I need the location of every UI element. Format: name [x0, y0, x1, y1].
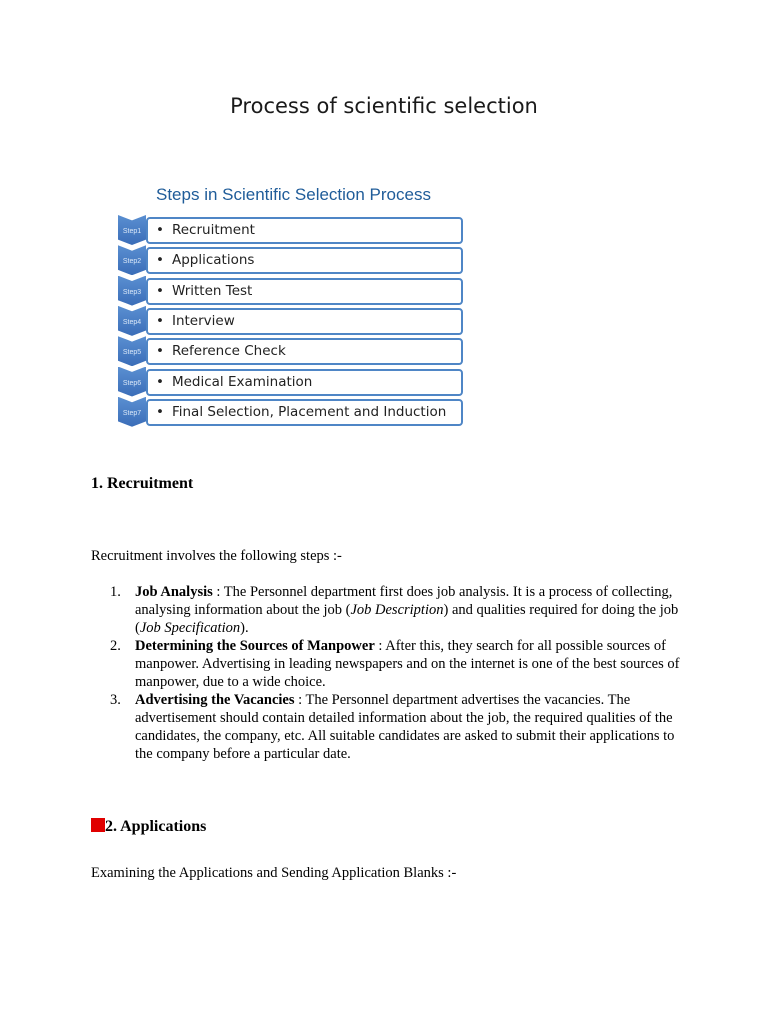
step-row: [112, 217, 462, 244]
list-number: 2.: [110, 638, 121, 654]
list-emphasis: Job Description: [350, 602, 444, 618]
step-label: Step7: [122, 409, 142, 417]
step-text: Medical Examination: [171, 373, 313, 390]
list-item: [90, 583, 690, 637]
selection-steps-diagram: [112, 184, 462, 434]
bullet-icon: •: [156, 282, 164, 299]
step-text: Applications: [171, 252, 255, 269]
step-text: Written Test: [171, 282, 253, 299]
list-term: Determining the Sources of Manpower: [135, 638, 375, 654]
bullet-icon: •: [156, 222, 164, 238]
step-label: Step3: [122, 288, 142, 296]
step-row: [112, 308, 462, 335]
list-emphasis: Job Specification: [139, 620, 241, 636]
step-label: Step4: [122, 318, 142, 326]
step-box: [146, 247, 463, 274]
section-heading-recruitment: 1. Recruitment: [91, 475, 194, 492]
step-text: Reference Check: [171, 343, 286, 360]
step-box: [146, 338, 463, 365]
bullet-icon: •: [156, 373, 164, 390]
list-text: : The Personnel department advertises the vacancies. The advertisement should contain detailed information about the job, the required qualities of the candidates, the company, etc. All suitable candidates are asked to submit their applications to the company before a particular date.: [135, 692, 675, 762]
step-row: [112, 338, 462, 365]
bullet-icon: •: [156, 403, 164, 420]
page-title: Process of scientific selection: [230, 94, 538, 118]
step-text: Final Selection, Placement and Induction: [171, 403, 447, 420]
step-label: Step2: [122, 258, 142, 266]
bullet-icon: •: [156, 312, 164, 329]
list-term: Job Analysis: [135, 584, 213, 600]
step-box: [146, 369, 463, 396]
list-text: ) and qualities required for doing the job (: [135, 602, 679, 636]
section-heading-text: 2. Applications: [105, 818, 207, 835]
step-label: Step5: [122, 349, 142, 357]
section-heading-applications: [91, 818, 206, 836]
list-item: [90, 637, 690, 691]
step-row: [112, 278, 462, 305]
diagram-title: Steps in Scientific Selection Process: [156, 185, 431, 204]
red-marker-icon: [91, 818, 105, 832]
list-text: : After this, they search for all possible sources of manpower. Advertising in leading newspapers and on the internet is one of the best sources of manpower, due to a wide choice.: [135, 638, 680, 690]
list-term: Advertising the Vacancies: [135, 692, 295, 708]
step-label: Step6: [122, 379, 142, 387]
recruitment-intro: Recruitment involves the following steps :-: [91, 548, 342, 564]
step-row: [112, 247, 462, 274]
step-label: Step1: [122, 228, 142, 235]
step-box: [146, 399, 463, 426]
step-box: [146, 278, 463, 305]
list-item: [90, 691, 690, 763]
bullet-icon: •: [156, 252, 164, 269]
list-number: 3.: [110, 692, 121, 708]
recruitment-steps-list: [90, 583, 690, 763]
step-box: [146, 308, 463, 335]
step-row: [112, 369, 462, 396]
bullet-icon: •: [156, 343, 164, 360]
step-text: Recruitment: [171, 222, 255, 238]
list-text: ).: [240, 620, 249, 636]
step-row: [112, 399, 462, 426]
list-text: : The Personnel department first does job analysis. It is a process of collecting, analysing information about the job (: [135, 584, 673, 618]
step-box: [146, 217, 463, 244]
list-number: 1.: [110, 584, 121, 600]
step-text: Interview: [171, 312, 235, 329]
applications-intro: Examining the Applications and Sending Application Blanks :-: [91, 865, 457, 881]
